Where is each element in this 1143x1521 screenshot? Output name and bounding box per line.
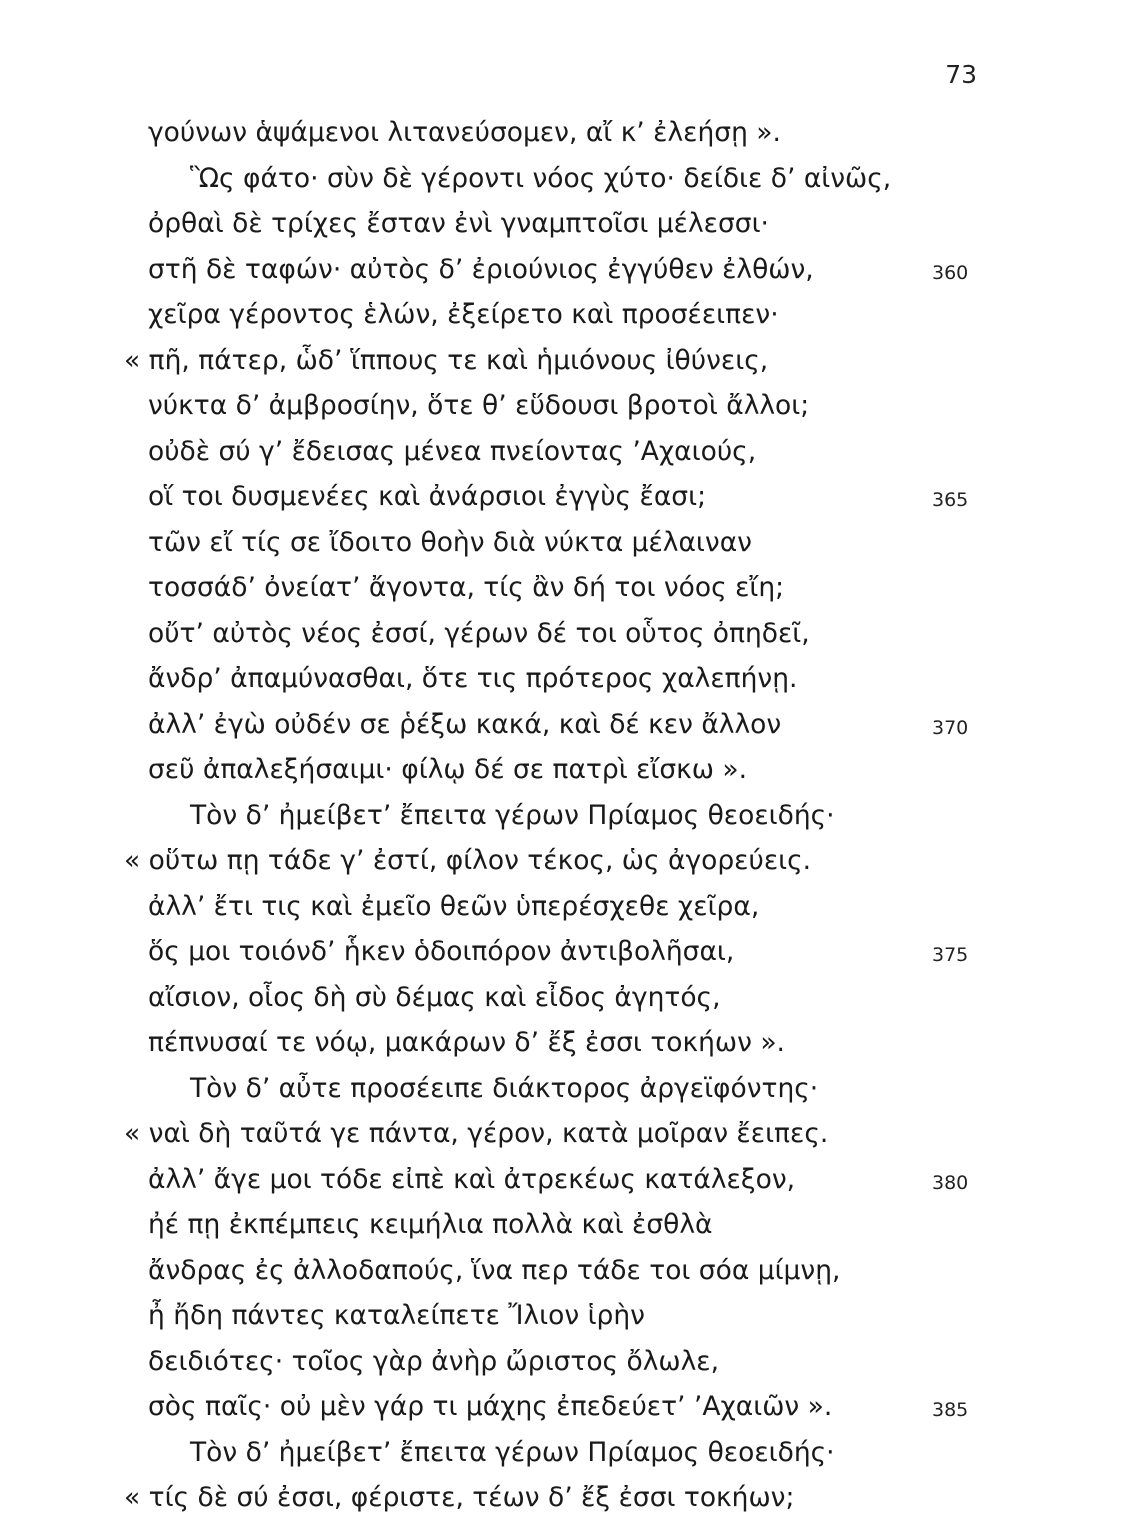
- verse-line: [0, 838, 1143, 884]
- verse-text: ἦ ἤδη πάντες καταλείπετε Ἴλιον ἱρὴν: [148, 1300, 645, 1331]
- verse-text: χεῖρα γέροντος ἑλών, ἐξείρετο καὶ προσέειπεν·: [148, 299, 779, 330]
- line-number: 385: [932, 1399, 969, 1421]
- verse-line: [0, 611, 1143, 657]
- verse-text: αἴσιον, οἷος δὴ σὺ δέμας καὶ εἶδος ἀγητός,: [148, 981, 721, 1013]
- verse-line: [0, 656, 1143, 702]
- verse-line: [0, 474, 1143, 520]
- verse-text: νύκτα δ’ ἀμβροσίην, ὅτε θ’ εὕδουσι βροτοὶ ἄλλοι;: [148, 390, 810, 421]
- page-number: 73: [945, 60, 977, 89]
- verse-line: [0, 929, 1143, 975]
- verse-text: σεῦ ἀπαλεξήσαιμι· φίλῳ δέ σε πατρὶ εἴσκω ».: [148, 754, 748, 785]
- verse-text: ἄνδρ’ ἀπαμύνασθαι, ὅτε τις πρότερος χαλεπήνῃ.: [148, 663, 798, 694]
- verse-line: [0, 793, 1143, 839]
- verse-line: [0, 702, 1143, 748]
- verse-text: Τὸν δ’ ἠμείβετ’ ἔπειτα γέρων Πρίαμος θεοειδής·: [190, 799, 835, 831]
- line-number: 380: [932, 1171, 969, 1194]
- verse-line: [0, 884, 1143, 930]
- line-number: 365: [932, 489, 969, 511]
- verse-text: ἠέ πῃ ἐκπέμπεις κειμήλια πολλὰ καὶ ἐσθλὰ: [148, 1209, 713, 1240]
- verse-text: γούνων ἁψάμενοι λιτανεύσομεν, αἴ κ’ ἐλεήσῃ ».: [148, 117, 781, 148]
- verse-text: οἵ τοι δυσμενέες καὶ ἀνάρσιοι ἐγγὺς ἔασι;: [148, 481, 707, 512]
- verse-line: [0, 1202, 1143, 1248]
- verse-line: [0, 1384, 1143, 1430]
- verse-text: δειδιότες· τοῖος γὰρ ἀνὴρ ὤριστος ὄλωλε,: [148, 1345, 720, 1377]
- verse-text: ὀρθαὶ δὲ τρίχες ἔσταν ἐνὶ γναμπτοῖσι μέλεσσι·: [148, 208, 769, 239]
- verse-line: [0, 429, 1143, 475]
- verse-text: ὅς μοι τοιόνδ’ ἧκεν ὁδοιπόρον ἀντιβολῆσαι,: [148, 936, 735, 967]
- verse-text: Ὣς φάτο· σὺν δὲ γέροντι νόος χύτο· δείδιε δ’ αἰνῶς,: [190, 162, 892, 194]
- verse-text: τοσσάδ’ ὀνείατ’ ἄγοντα, τίς ἂν δή τοι νόος εἴη;: [148, 572, 785, 603]
- verse-line: [0, 1293, 1143, 1339]
- verse-line: [0, 1430, 1143, 1476]
- verse-line: [0, 1339, 1143, 1385]
- verse-text: Τὸν δ’ ἠμείβετ’ ἔπειτα γέρων Πρίαμος θεοειδής·: [190, 1436, 835, 1468]
- verse-text: Τὸν δ’ αὖτε προσέειπε διάκτορος ἀργεϊφόντης·: [190, 1072, 819, 1104]
- verse-text: ἄνδρας ἐς ἀλλοδαπούς, ἵνα περ τάδε τοι σόα μίμνῃ,: [148, 1254, 841, 1286]
- verse-text: ἀλλ’ ἄγε μοι τόδε εἰπὲ καὶ ἀτρεκέως κατάλεξον,: [148, 1163, 796, 1195]
- verse-text: ἀλλ’ ἔτι τις καὶ ἐμεῖο θεῶν ὑπερέσχεθε χεῖρα,: [148, 890, 760, 922]
- verse-line: [0, 1020, 1143, 1066]
- verse-line: [0, 975, 1143, 1021]
- verse-line: [0, 156, 1143, 202]
- line-number: 375: [932, 944, 969, 966]
- verse-text: « οὕτω πῃ τάδε γ’ ἐστί, φίλον τέκος, ὡς ἀγορεύεις.: [124, 845, 812, 876]
- verse-line: [0, 338, 1143, 384]
- verse-line: [0, 201, 1143, 247]
- verse-text: ἀλλ’ ἐγὼ οὐδέν σε ῥέξω κακά, καὶ δέ κεν ἄλλον: [148, 708, 782, 740]
- verse-line: [0, 110, 1143, 156]
- verse-text: πέπνυσαί τε νόῳ, μακάρων δ’ ἔξ ἐσσι τοκήων ».: [148, 1027, 785, 1058]
- verse-line: [0, 1157, 1143, 1203]
- verse-line: [0, 247, 1143, 293]
- verse-line: [0, 383, 1143, 429]
- line-number: 370: [932, 716, 969, 739]
- verse-text: τῶν εἴ τίς σε ἴδοιτο θοὴν διὰ νύκτα μέλαιναν: [148, 526, 752, 558]
- verse-text: στῆ δὲ ταφών· αὐτὸς δ’ ἐριούνιος ἐγγύθεν ἐλθών,: [148, 253, 814, 285]
- verse-text: « ναὶ δὴ ταῦτά γε πάντα, γέρον, κατὰ μοῖραν ἔειπες.: [124, 1118, 829, 1149]
- verse-line: [0, 520, 1143, 566]
- verse-text: « τίς δὲ σύ ἐσσι, φέριστε, τέων δ’ ἔξ ἐσσι τοκήων;: [124, 1482, 795, 1513]
- verse-text: οὔτ’ αὐτὸς νέος ἐσσί, γέρων δέ τοι οὗτος ὀπηδεῖ,: [148, 617, 810, 649]
- verse-line: [0, 1248, 1143, 1294]
- verse-line: [0, 292, 1143, 338]
- verse-text: « πῆ, πάτερ, ὧδ’ ἵππους τε καὶ ἡμιόνους ἰθύνεις,: [124, 344, 769, 376]
- verse-line: [0, 747, 1143, 793]
- verse-line: [0, 565, 1143, 611]
- verse-block: [0, 110, 1143, 1521]
- verse-line: [0, 1111, 1143, 1157]
- verse-line: [0, 1475, 1143, 1521]
- verse-line: [0, 1066, 1143, 1112]
- line-number: 360: [932, 261, 969, 284]
- verse-text: οὐδὲ σύ γ’ ἔδεισας μένεα πνείοντας ’Αχαιούς,: [148, 435, 757, 467]
- verse-text: σὸς παῖς· οὐ μὲν γάρ τι μάχης ἐπεδεύετ’ ’Αχαιῶν ».: [148, 1391, 833, 1422]
